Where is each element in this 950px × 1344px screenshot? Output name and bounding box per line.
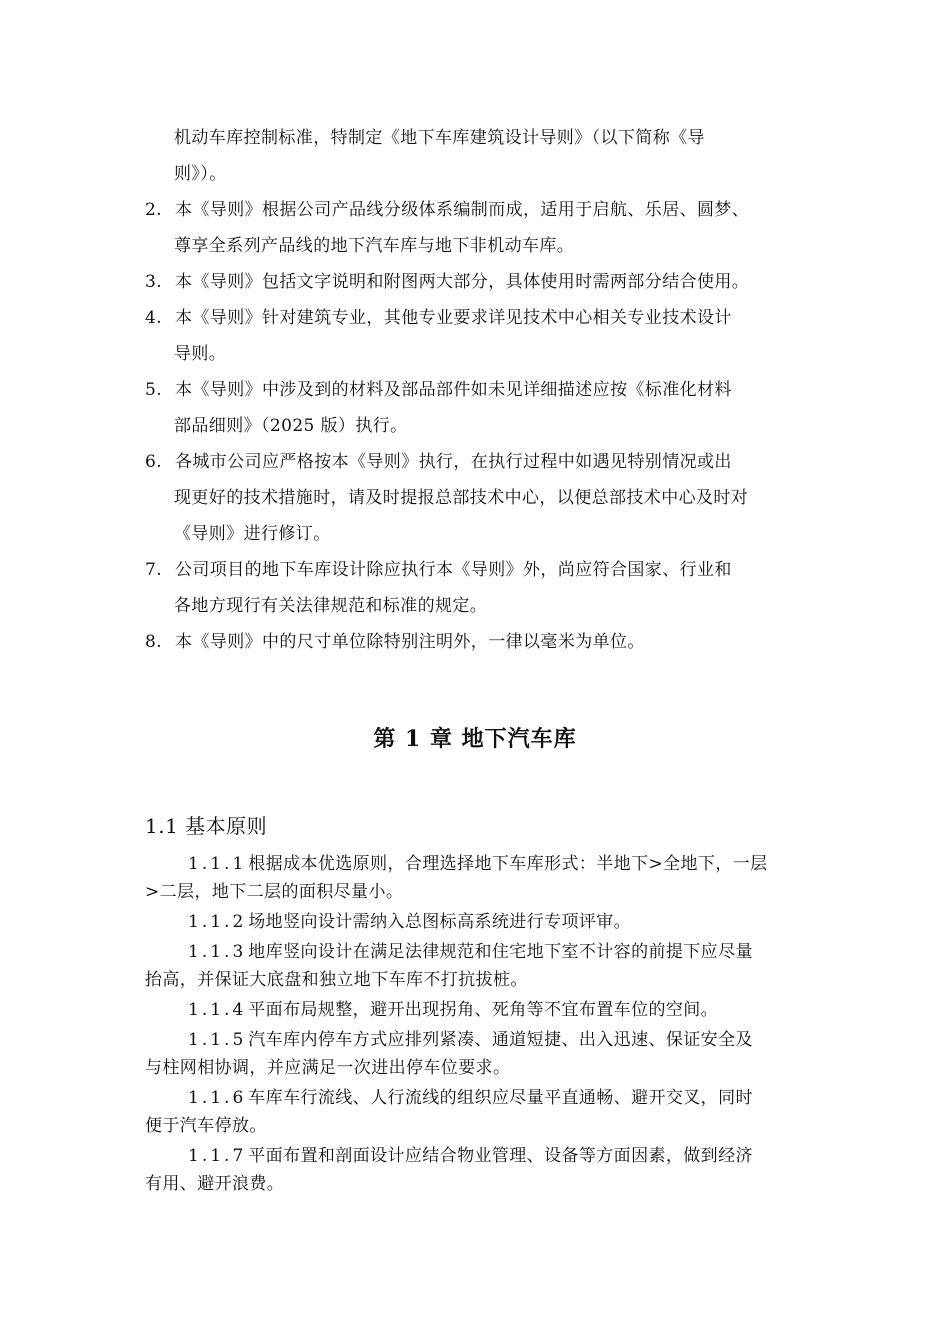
- clause-number: 1.1.4: [188, 1000, 247, 1020]
- clause-1-1-3: [188, 940, 753, 964]
- clause-1-1-5-cont: 与柱网相协调，并应满足一次进出停车位要求。: [145, 1058, 511, 1078]
- intro-item-text: 本《导则》中的尺寸单位除特别注明外，一律以毫米为单位。: [175, 632, 645, 652]
- clause-1-1-6: [188, 1086, 753, 1110]
- intro-item-2-line-2: 尊享全系列产品线的地下汽车库与地下非机动车库。: [174, 236, 575, 256]
- clause-text: 场地竖向设计需纳入总图标高系统进行专项评审。: [248, 912, 632, 932]
- clause-number: 1.1.1: [188, 854, 247, 874]
- clause-text: 汽车库内停车方式应排列紧凑、通道短捷、出入迅速、保证安全及: [248, 1030, 753, 1050]
- intro-item-text: 本《导则》根据公司产品线分级体系编制而成，适用于启航、乐居、圆梦、: [175, 200, 750, 220]
- intro-item-4: [145, 306, 732, 330]
- intro-item-number: 4.: [145, 308, 163, 328]
- intro-item-6-line-3: 《导则》进行修订。: [174, 524, 331, 544]
- clause-text: 车库车行流线、人行流线的组织应尽量平直通畅、避开交叉，同时: [248, 1088, 753, 1108]
- clause-1-1-7: [188, 1144, 753, 1168]
- intro-item-3: [145, 270, 749, 294]
- intro-item-number: 2.: [145, 200, 163, 220]
- intro-item-5: [145, 378, 732, 402]
- intro-item-4-line-2: 导则。: [174, 344, 227, 364]
- intro-item-number: 6.: [145, 452, 163, 472]
- intro-item-2: [145, 198, 749, 222]
- intro-item-7: [145, 558, 732, 582]
- clause-number: 1.1.6: [188, 1088, 247, 1108]
- clause-number: 1.1.5: [188, 1030, 247, 1050]
- intro-item-text: 本《导则》包括文字说明和附图两大部分，具体使用时需两部分结合使用。: [175, 272, 750, 292]
- intro-item-8: [145, 630, 645, 654]
- intro-item-number: 3.: [145, 272, 163, 292]
- intro-item-text: 公司项目的地下车库设计除应执行本《导则》外，尚应符合国家、行业和: [175, 560, 732, 580]
- clause-1-1-4: [188, 998, 718, 1022]
- intro-item-number: 8.: [145, 632, 163, 652]
- intro-item-text: 各城市公司应严格按本《导则》执行，在执行过程中如遇见特别情况或出: [175, 452, 732, 472]
- intro-item-1-line-2: 则》）。: [174, 164, 227, 184]
- chapter-title: 第 1 章 地下汽车库: [373, 726, 577, 752]
- clause-1-1-3-cont: 抬高，并保证大底盘和独立地下车库不打抗拔桩。: [145, 970, 528, 990]
- clause-1-1-1: [188, 852, 768, 876]
- intro-item-number: 5.: [145, 380, 163, 400]
- clause-number: 1.1.3: [188, 942, 247, 962]
- clause-text: 根据成本优选原则，合理选择地下车库形式：半地下>全地下，一层: [248, 854, 768, 874]
- clause-text: 平面布局规整，避开出现拐角、死角等不宜布置车位的空间。: [248, 1000, 719, 1020]
- intro-item-6-line-2: 现更好的技术措施时，请及时提报总部技术中心，以便总部技术中心及时对: [174, 488, 749, 508]
- clause-1-1-1-cont: >二层，地下二层的面积尽量小。: [145, 882, 404, 902]
- intro-item-text: 本《导则》中涉及到的材料及部品部件如未见详细描述应按《标准化材料: [175, 380, 732, 400]
- clause-1-1-6-cont: 便于汽车停放。: [145, 1116, 267, 1136]
- clause-1-1-2: [188, 910, 631, 934]
- clause-number: 1.1.2: [188, 912, 247, 932]
- clause-1-1-5: [188, 1028, 753, 1052]
- intro-item-1-line-1: 机动车库控制标准，特制定《地下车库建筑设计导则》（以下简称《导: [174, 128, 705, 148]
- clause-text: 地库竖向设计在满足法律规范和住宅地下室不计容的前提下应尽量: [248, 942, 753, 962]
- clause-number: 1.1.7: [188, 1146, 247, 1166]
- clause-1-1-7-cont: 有用、避开浪费。: [145, 1174, 285, 1194]
- clause-text: 平面布置和剖面设计应结合物业管理、设备等方面因素，做到经济: [248, 1146, 753, 1166]
- intro-item-number: 7.: [145, 560, 163, 580]
- intro-item-7-line-2: 各地方现行有关法律规范和标准的规定。: [174, 596, 488, 616]
- intro-item-text: 本《导则》针对建筑专业，其他专业要求详见技术中心相关专业技术设计: [175, 308, 732, 328]
- section-title: 1.1 基本原则: [145, 814, 268, 838]
- intro-item-6: [145, 450, 732, 474]
- intro-item-5-line-2: 部品细则》（2025 版）执行。: [174, 416, 408, 436]
